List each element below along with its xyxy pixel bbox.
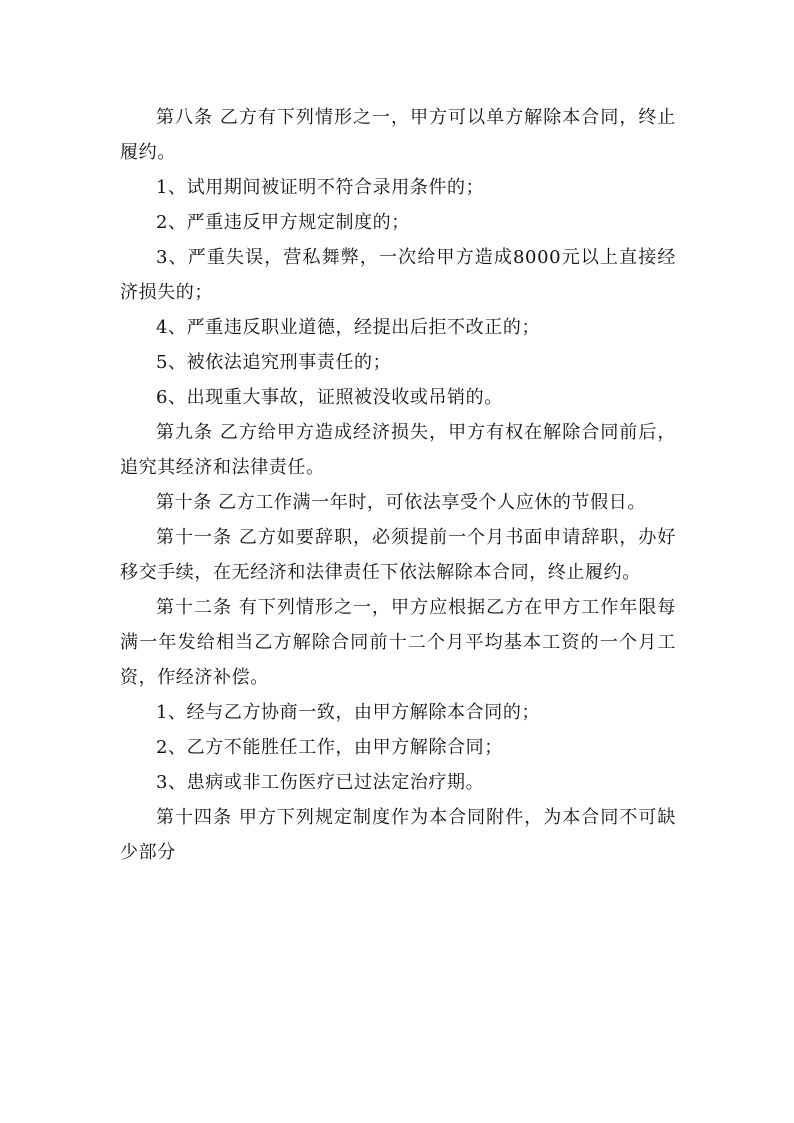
article-8-item-5: 5、被依法追究刑事责任的； bbox=[156, 352, 392, 373]
article-12-item-1: 1、经与乙方协商一致，由甲方解除本合同的； bbox=[156, 702, 541, 723]
article-8-heading: 第八条 乙方有下列情形之一，甲方可以单方解除本合同，终止履约。 bbox=[120, 107, 676, 163]
article-14: 第十四条 甲方下列规定制度作为本合同附件，为本合同不可缺少部分 bbox=[120, 807, 676, 863]
article-8-item-6: 6、出现重大事故，证照被没收或吊销的。 bbox=[156, 387, 503, 408]
article-9: 第九条 乙方给甲方造成经济损失，甲方有权在解除合同前后，追究其经济和法律责任。 bbox=[120, 422, 676, 478]
article-12-item-3: 3、患病或非工伤医疗已过法定治疗期。 bbox=[156, 772, 485, 793]
article-8-item-3: 3、严重失误，营私舞弊，一次给甲方造成8000元以上直接经济损失的； bbox=[120, 247, 676, 303]
article-8-item-1: 1、试用期间被证明不符合录用条件的； bbox=[156, 177, 485, 198]
article-8-item-2: 2、严重违反甲方规定制度的； bbox=[156, 212, 410, 233]
article-12-item-2: 2、乙方不能胜任工作，由甲方解除合同； bbox=[156, 737, 503, 758]
document-page bbox=[120, 100, 676, 870]
article-10: 第十条 乙方工作满一年时，可依法享受个人应休的节假日。 bbox=[156, 492, 646, 513]
article-8-item-4: 4、严重违反职业道德，经提出后拒不改正的； bbox=[156, 317, 541, 338]
article-11: 第十一条 乙方如要辞职，必须提前一个月书面申请辞职，办好移交手续，在无经济和法律责任下依法解除本合同，终止履约。 bbox=[120, 527, 676, 583]
article-12-heading: 第十二条 有下列情形之一，甲方应根据乙方在甲方工作年限每满一年发给相当乙方解除合同前十二个月平均基本工资的一个月工资，作经济补偿。 bbox=[120, 597, 676, 688]
